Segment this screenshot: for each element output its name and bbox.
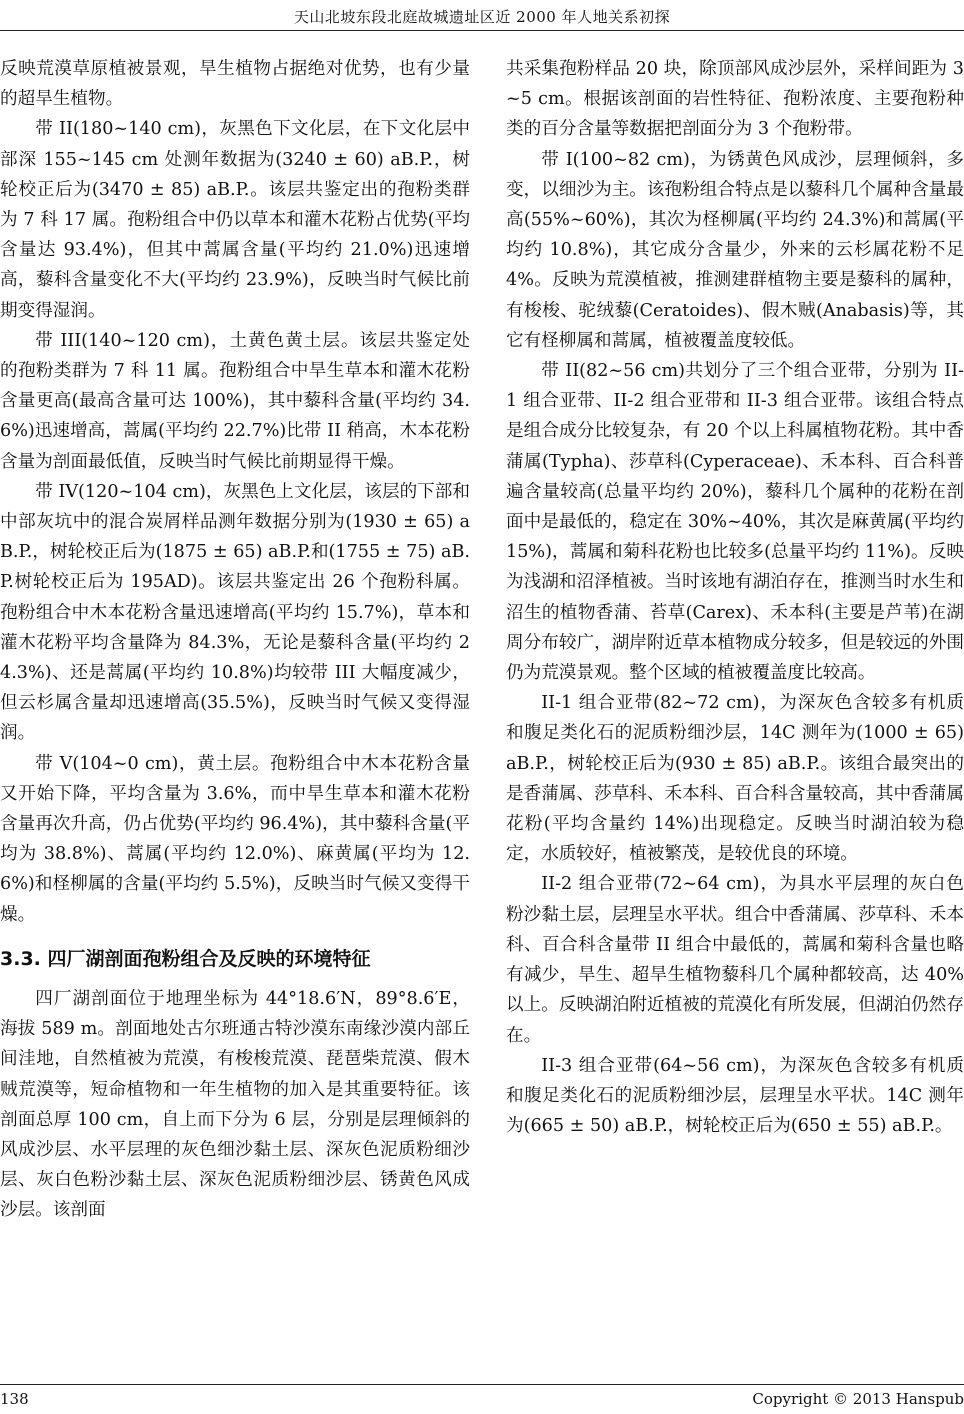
header-rule [0, 30, 964, 31]
paragraph-zone-ii: 带 II(82~56 cm)共划分了三个组合亚带，分别为 II-1 组合亚带、II-2 组合亚带和 II-3 组合亚带。该组合特点是组合成分比较复杂，有 20 个以上科属植物花粉。其中香蒲属(Typha)、莎草科(Cyperaceae)、禾本科、百合科普遍含量较高(总量平均约 20%)，藜科几个属种的花粉在剖面中是最低的，稳定在 30%~40%，其次是麻黄属(平均约 15%)，蒿属和菊科花粉也比较多(总量平均约 11%)。反映为浅湖和沼泽植被。当时该地有湖泊存在，推测当时水生和沼生的植物香蒲、苔草(Carex)、禾本科(主要是芦苇)在湖周分布较广，湖岸附近草本植物成分较多，但是较远的外围仍为荒漠景观。整个区域的植被覆盖度比较高。 [506, 361, 964, 684]
paragraph-zone-v: 带 V(104~0 cm)，黄土层。孢粉组合中木本花粉含量又开始下降，平均含量为 3.6%，而中旱生草本和灌木花粉含量再次升高，仍占优势(平均约 96.4%)，其中藜科含量(平均为 38.8%)、蒿属(平均约 12.0%)、麻黄属(平均为 12.6%)和柽柳属的含量(平均约 5.5%)，反映当时气候又变得干燥。 [0, 753, 470, 925]
footer-rule [0, 1384, 964, 1385]
paragraph-zone-iv: 带 IV(120~104 cm)，灰黑色上文化层，该层的下部和中部灰坑中的混合炭屑样品测年数据分别为(1930 ± 65) aB.P.，树轮校正后为(1875 ± 65) aB.P.和(1755 ± 75) aB.P.树轮校正后为 195AD)。该层共鉴定出 26 个孢粉科属。孢粉组合中木本花粉含量迅速增高(平均约 15.7%)，草本和灌木花粉平均含量降为 84.3%，无论是藜科含量(平均约 24.3%)、还是蒿属(平均约 10.8%)均较带 III 大幅度减少，但云杉属含量却迅速增高(35.5%)，反映当时气候又变得湿润。 [0, 481, 470, 744]
section-heading: 3.3. 四厂湖剖面孢粉组合及反映的环境特征 [0, 947, 371, 970]
page-number: 138 [0, 1390, 29, 1408]
left-column [0, 54, 470, 1374]
paragraph-zone-iii: 带 III(140~120 cm)，土黄色黄土层。该层共鉴定处的孢粉类群为 7 科 11 属。孢粉组合中旱生草本和灌木花粉含量更高(最高含量可达 100%)，其中藜科含量(平均约 34.6%)迅速增高，蒿属(平均约 22.7%)比带 II 稍高，木本花粉含量为剖面最低值，反映当时气候比前期显得干燥。 [0, 330, 470, 472]
paragraph-continued: 反映荒漠草原植被景观，旱生植物占据绝对优势，也有少量的超旱生植物。 [0, 59, 470, 110]
paragraph-zone-ii: 带 II(180~140 cm)，灰黑色下文化层，在下文化层中部深 155~145 cm 处测年数据为(3240 ± 60) aB.P.，树轮校正后为(3470 ± 85) aB.P.。该层共鉴定出的孢粉类群为 7 科 17 属。孢粉组合中仍以草本和灌木花粉占优势(平均含量达 93.4%)，但其中蒿属含量(平均约 21.0%)迅速增高，藜科含量变化不大(平均约 23.9%)，反映当时气候比前期变得湿润。 [0, 119, 470, 321]
paragraph-continued: 共采集孢粉样品 20 块，除顶部风成沙层外，采样间距为 3~5 cm。根据该剖面的岩性特征、孢粉浓度、主要孢粉种类的百分含量等数据把剖面分为 3 个孢粉带。 [506, 59, 964, 140]
paragraph-subzone-ii-2: II-2 组合亚带(72~64 cm)，为具水平层理的灰白色粉沙黏土层，层理呈水平状。组合中香蒲属、莎草科、禾本科、百合科含量带 II 组合中最低的，蒿属和菊科含量也略有减少，旱生、超旱生植物藜科几个属种都较高，达 40%以上。反映湖泊附近植被的荒漠化有所发展，但湖泊仍然存在。 [506, 874, 964, 1046]
paragraph-sichanghu-intro: 四厂湖剖面位于地理坐标为 44°18.6′N，89°8.6′E，海拔 589 m。剖面地处古尔班通古特沙漠东南缘沙漠内部丘间洼地，自然植被为荒漠，有梭梭荒漠、琵琶柴荒漠、假木贼荒漠等，短命植物和一年生植物的加入是其重要特征。该剖面总厚 100 cm，自上而下分为 6 层，分别是层理倾斜的风成沙层、水平层理的灰色细沙黏土层、深灰色泥质粉细沙层、灰白色粉沙黏土层、深灰色泥质粉细沙层、锈黄色风成沙层。该剖面 [0, 988, 470, 1221]
paragraph-zone-i: 带 I(100~82 cm)，为锈黄色风成沙，层理倾斜，多变，以细沙为主。该孢粉组合特点是以藜科几个属种含量最高(55%~60%)，其次为柽柳属(平均约 24.3%)和蒿属(平均约 10.8%)，其它成分含量少，外来的云杉属花粉不足 4%。反映为荒漠植被，推测建群植物主要是藜科的属种，有梭梭、驼绒藜(Ceratoides)、假木贼(Anabasis)等，其它有柽柳属和蒿属，植被覆盖度较低。 [506, 149, 964, 351]
right-column [506, 54, 964, 1374]
paragraph-subzone-ii-1: II-1 组合亚带(82~72 cm)，为深灰色含较多有机质和腹足类化石的泥质粉细沙层，14C 测年为(1000 ± 65) aB.P.，树轮校正后为(930 ± 85) aB.P.。该组合最突出的是香蒲属、莎草科、禾本科、百合科含量较高，其中香蒲属花粉(平均含量约 14%)出现稳定。反映当时湖泊较为稳定，水质较好，植被繁茂，是较优良的环境。 [506, 693, 964, 865]
running-title: 天山北坡东段北庭故城遗址区近 2000 年人地关系初探 [293, 8, 671, 26]
paragraph-subzone-ii-3: II-3 组合亚带(64~56 cm)，为深灰色含较多有机质和腹足类化石的泥质粉细沙层，层理呈水平状。14C 测年为(665 ± 50) aB.P.，树轮校正后为(650 ± 55) aB.P.。 [506, 1055, 964, 1137]
copyright-notice: Copyright © 2013 Hanspub [752, 1390, 964, 1408]
